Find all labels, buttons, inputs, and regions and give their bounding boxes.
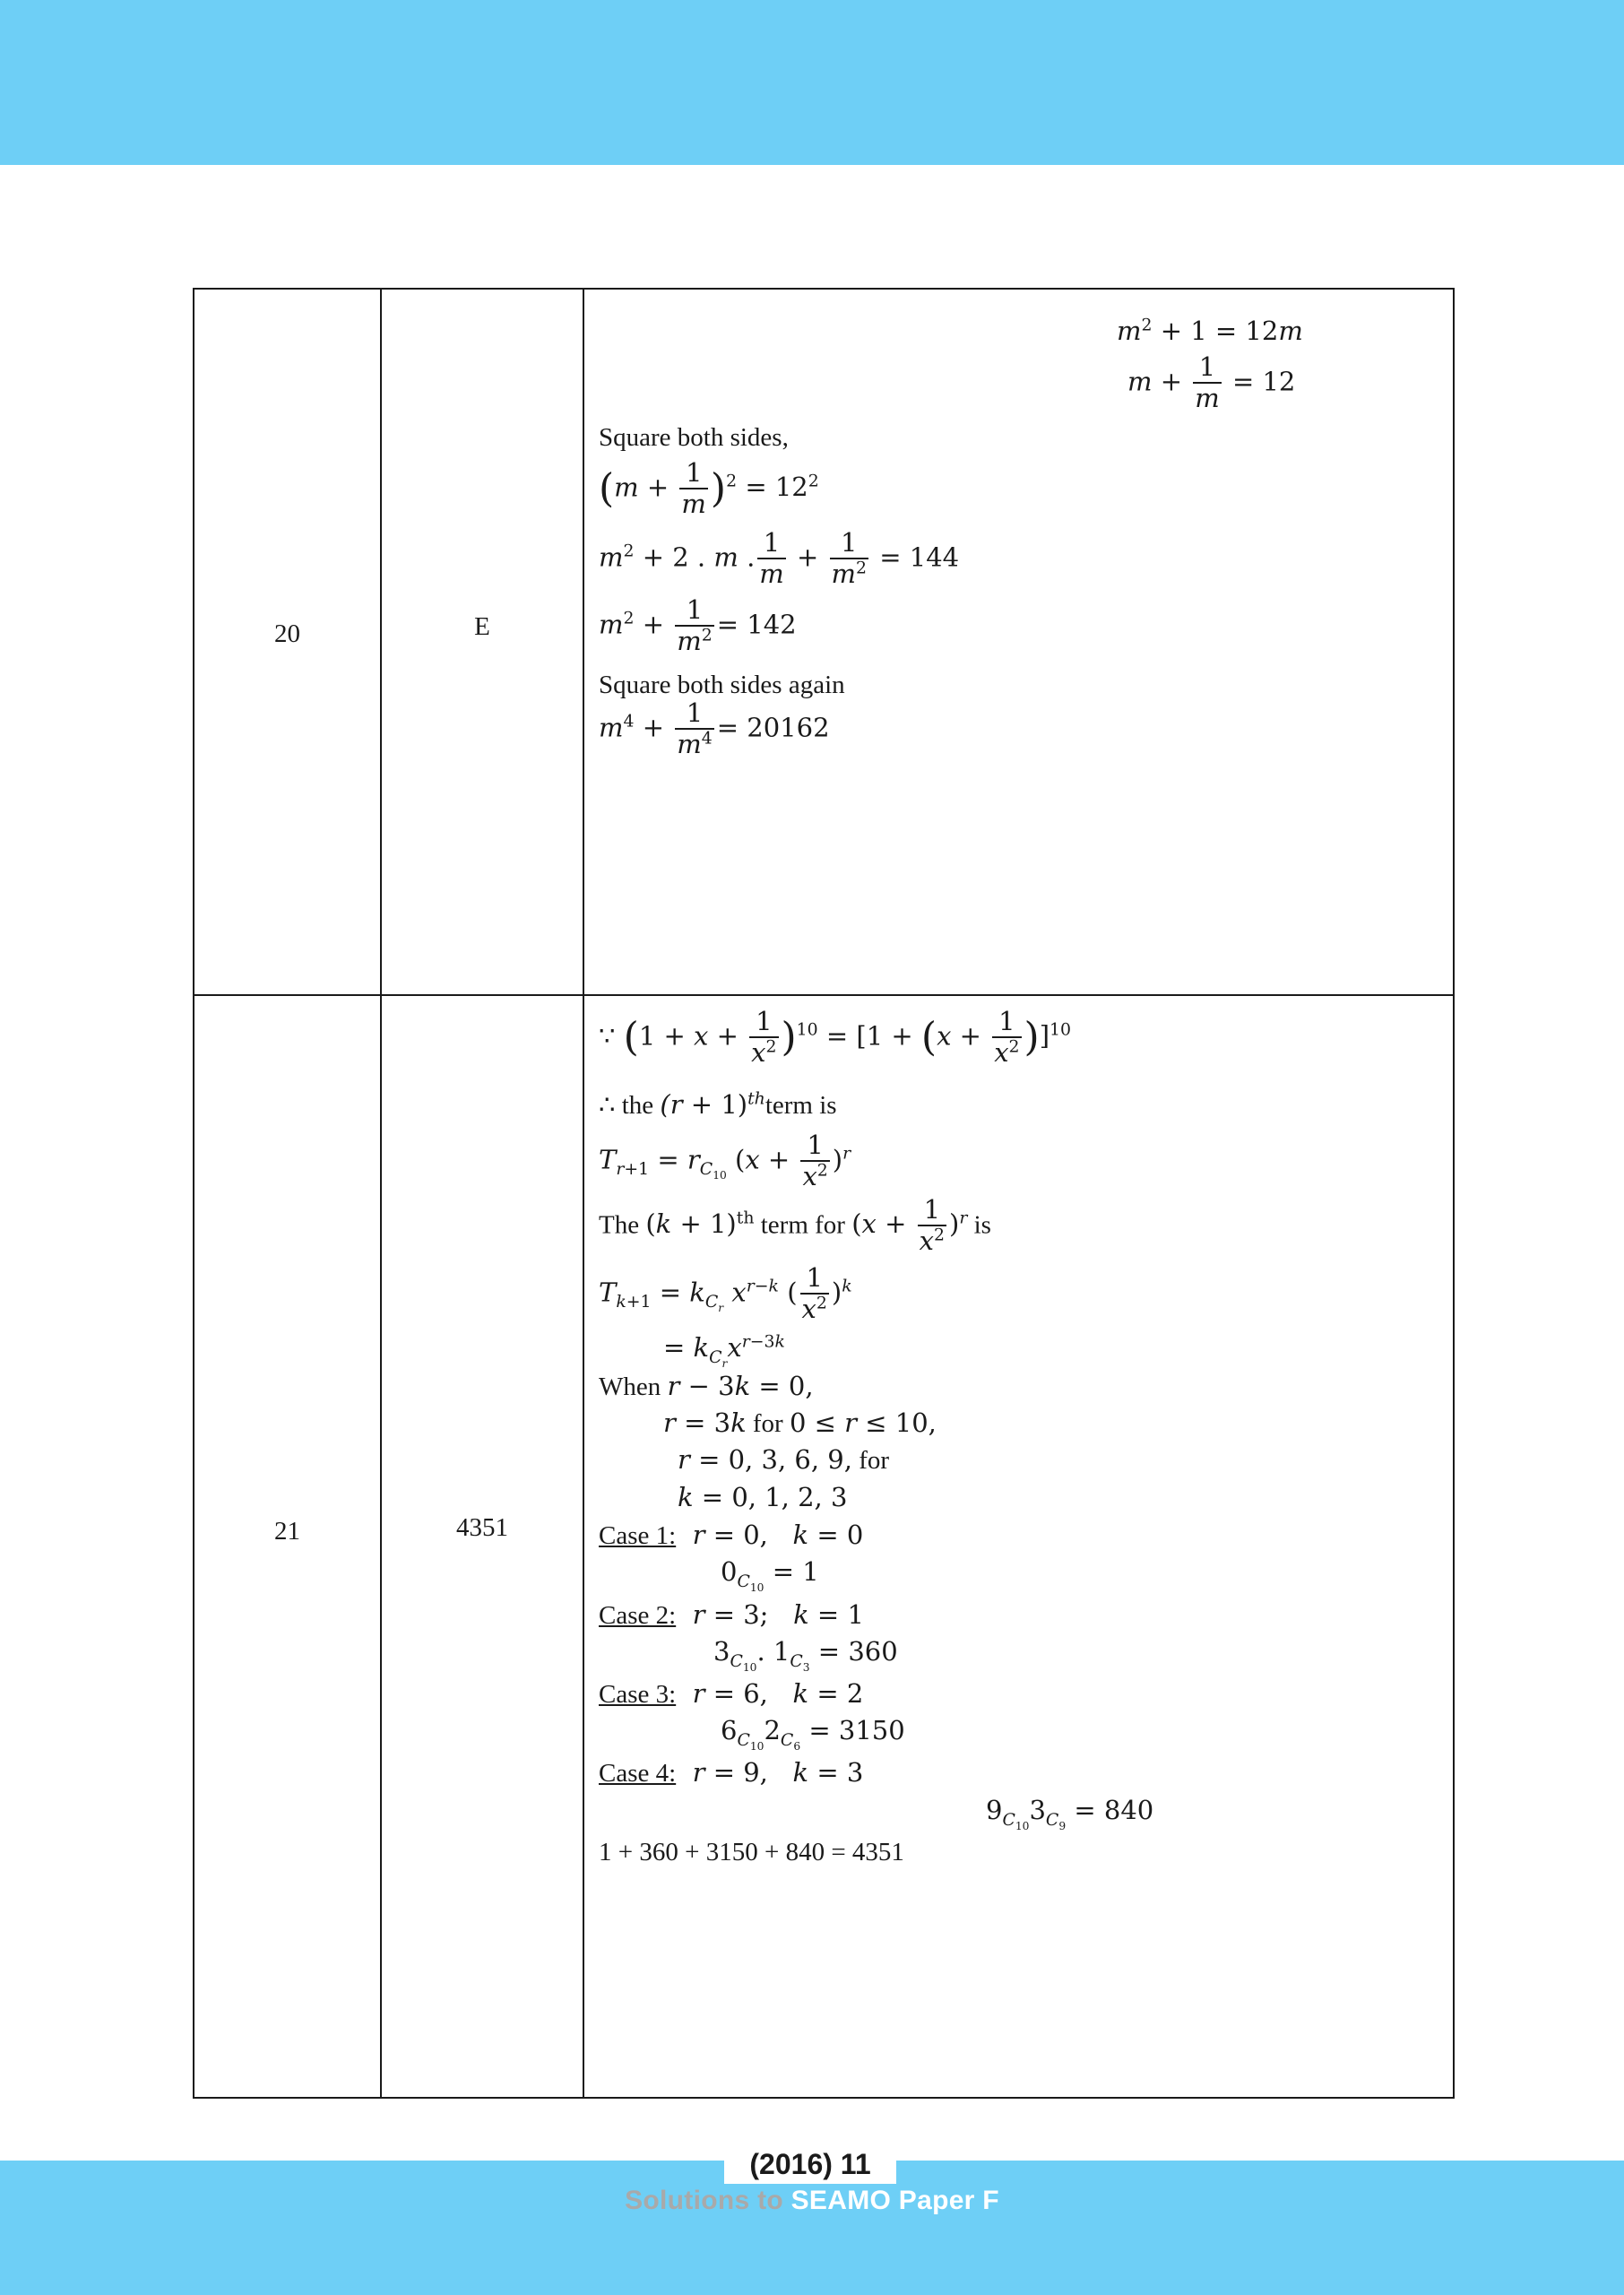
text-line: ∴ the $(r + 1)^{th}term$ is [599, 1089, 837, 1120]
equation-line: $3_{C_{10}}$. $1_{C_3} = 360$ [713, 1636, 898, 1674]
question-number: 21 [274, 1517, 300, 1546]
solution-20 [599, 288, 1441, 994]
text-line: When r − 3k = 0, [599, 1371, 814, 1401]
footer-title [0, 2186, 1624, 2216]
solutions-table [193, 288, 1455, 2099]
text-fragment: When [599, 1373, 668, 1401]
equation-line: $6_{C_{10}}2_{C_6} = 3150$ [721, 1715, 905, 1753]
equation-line: (m + $\frac{1}{m}$ )$^2 = 12^2$ [599, 457, 819, 520]
footer-prefix: Solutions to [625, 2186, 791, 2215]
case-label: Case 3: [599, 1680, 677, 1709]
total-line: 1 + 360 + 3150 + 840 = 4351 [599, 1838, 904, 1866]
text-line: Square both sides, [599, 423, 789, 452]
table-border-right [1453, 288, 1455, 2099]
answer: E [474, 612, 490, 641]
column-divider [380, 288, 382, 2099]
text-line: The $(k + 1)^{th}$ term for (x + $\frac{1}{x^2}$ )$^r$ is [599, 1194, 991, 1257]
case-line: Case 3: r = 6, k = 2 [599, 1678, 864, 1709]
equation-line: k = 0, 1, 2, 3 [678, 1482, 848, 1512]
column-divider [583, 288, 584, 2099]
equation-line: $m^2$ + $\frac{1}{m^2}$ = 142 [599, 594, 797, 657]
text-line: r = 3k for 0 ≤ r ≤ 10, [663, 1407, 937, 1438]
text-fragment: term for [754, 1210, 852, 1240]
case-label: Case 4: [599, 1759, 677, 1788]
equation-line: ∵ (1 + x + $\frac{1}{x^2}$ )$^{10}$ = [1 + (x + $\frac{1}{x^2}$ )]$^{10}$ [599, 1006, 1072, 1069]
text-fragment: is [967, 1210, 991, 1240]
question-number: 20 [274, 619, 300, 648]
case-label: Case 2: [599, 1601, 677, 1630]
equation-line: $T_{k+1} = k_{C_r}$ $x^{r-k}$ ( $\frac{1}{x^2}$ )$^k$ [599, 1262, 852, 1325]
text-fragment: The [599, 1210, 646, 1240]
text-fragment: for [859, 1446, 890, 1475]
equation-line: $m^2 + 2$ . m . $\frac{1}{m}$ + $\frac{1}{m^2}$ = 144 [599, 527, 960, 590]
equation-line: $T_{r+1} = r_{C_{10}}$ (x + $\frac{1}{x^2}$ )$^r$ [599, 1130, 851, 1192]
text-line: r = 0, 3, 6, 9, for [678, 1444, 890, 1475]
solution-21 [599, 996, 1441, 2097]
footer-brand: SEAMO Paper F [790, 2186, 999, 2215]
text-fragment: term is [764, 1091, 837, 1120]
equation-line: = $k_{C_r}x^{r-3k}$ [663, 1332, 785, 1370]
equation-line: $0_{C_{10}} = 1$ [721, 1556, 819, 1594]
case-label: Case 1: [599, 1521, 677, 1550]
table-border-bottom [193, 2097, 1455, 2099]
text-line: Square both sides again [599, 671, 845, 699]
answer: 4351 [456, 1513, 508, 1542]
equation-line: $m^2 + 1 = 12m$ [1117, 316, 1303, 346]
text-fragment: for [746, 1409, 790, 1438]
text-fragment: the [615, 1091, 661, 1120]
case-line: Case 4: r = 9, k = 3 [599, 1757, 864, 1788]
equation-line: m + $\frac{1}{m}$ = 12 [1127, 351, 1296, 414]
equation-line: $m^4$ + $\frac{1}{m^4}$ = 20162 [599, 697, 830, 760]
equation-line: $9_{C_{10}}3_{C_9} = 840$ [986, 1795, 1154, 1832]
table-border-left [193, 288, 194, 2099]
case-line: Case 1: r = 0, k = 0 [599, 1520, 864, 1550]
header-band [0, 0, 1624, 165]
case-line: Case 2: r = 3; k = 1 [599, 1599, 864, 1630]
page-number: (2016) 11 [724, 2144, 896, 2184]
